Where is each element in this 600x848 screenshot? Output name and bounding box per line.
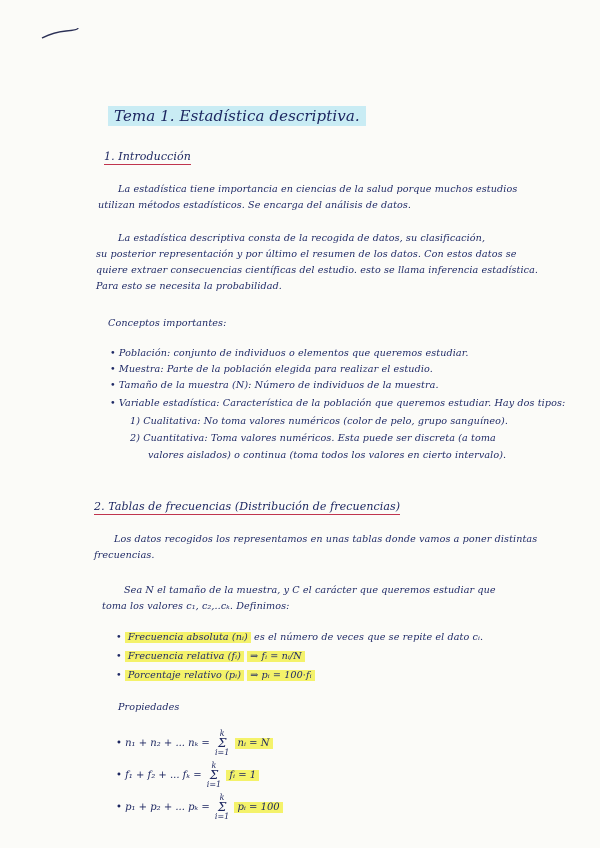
variable-type: 1) Cualitativa: No toma valores numéricos (color de pelo, grupo sanguíneo). — [130, 416, 509, 427]
definition-porcentaje: • Porcentaje relativo (pᵢ) ⇒ pᵢ = 100·fᵢ — [116, 670, 315, 681]
paragraph-line: toma los valores c₁, c₂,..cₖ. Definimos: — [102, 601, 290, 612]
paragraph-line: utilizan métodos estadísticos. Se encarga del análisis de datos. — [98, 200, 412, 211]
paragraph-line: La estadística descriptiva consta de la recogida de datos, su clasificación, — [118, 233, 486, 244]
definition-text: ⇒ pᵢ = 100·fᵢ — [247, 670, 314, 681]
concept-item: • Muestra: Parte de la población elegida para realizar el estudio. — [110, 364, 433, 375]
definition-label: Porcentaje relativo (pᵢ) — [125, 670, 244, 681]
pen-mark — [40, 26, 80, 40]
sigma-sum: k Σ i=1 — [215, 729, 230, 757]
property-formula: • p₁ + p₂ + ... pₖ = k Σ i=1 pᵢ = 100 — [116, 794, 283, 821]
properties-heading: Propiedades — [118, 702, 180, 713]
sigma-sum: k Σ i=1 — [206, 761, 222, 789]
concept-item: • Población: conjunto de individuos o elementos que queremos estudiar. — [110, 348, 469, 359]
paragraph-line: Sea N el tamaño de la muestra, y C el carácter que queremos estudiar que — [124, 585, 496, 596]
paragraph-line: su posterior representación y por último el resumen de los datos. Con estos datos se — [96, 249, 517, 260]
definition-relativa: • Frecuencia relativa (fᵢ) ⇒ fᵢ = nᵢ/N — [116, 651, 305, 662]
paragraph-line: quiere extraer consecuencias científicas del estudio. esto se llama inferencia estadística. — [96, 265, 539, 276]
concept-item: • Tamaño de la muestra (N): Número de individuos de la muestra. — [110, 380, 439, 391]
concept-item: • Variable estadística: Característica de la población que queremos estudiar. Hay dos tipos: — [110, 398, 566, 409]
variable-type: valores aislados) o continua (toma todos los valores en cierto intervalo). — [148, 450, 507, 461]
definition-text: es el número de veces que se repite el dato cᵢ. — [254, 632, 484, 643]
paragraph-line: frecuencias. — [94, 550, 155, 561]
section-heading-introduccion: 1. Introducción — [104, 150, 191, 163]
concepts-heading: Conceptos importantes: — [108, 318, 227, 329]
definition-text: ⇒ fᵢ = nᵢ/N — [247, 651, 305, 662]
paragraph-line: Para esto se necesita la probabilidad. — [96, 281, 282, 292]
page-title: Tema 1. Estadística descriptiva. — [108, 106, 366, 126]
definition-label: Frecuencia absoluta (nᵢ) — [125, 632, 251, 643]
variable-type: 2) Cuantitativa: Toma valores numéricos. Esta puede ser discreta (a toma — [130, 433, 496, 444]
paragraph-line: Los datos recogidos los representamos en unas tablas donde vamos a poner distintas — [114, 534, 538, 545]
sigma-sum: k Σ i=1 — [214, 793, 230, 821]
definition-label: Frecuencia relativa (fᵢ) — [125, 651, 244, 662]
paragraph-line: La estadística tiene importancia en ciencias de la salud porque muchos estudios — [118, 184, 518, 195]
definition-absoluta: • Frecuencia absoluta (nᵢ) es el número de veces que se repite el dato cᵢ. — [116, 632, 484, 643]
property-formula: • n₁ + n₂ + ... nₖ = k Σ i=1 nᵢ = N — [116, 730, 273, 757]
section-heading-tablas: 2. Tablas de frecuencias (Distribución de frecuencias) — [94, 500, 401, 513]
property-formula: • f₁ + f₂ + ... fₖ = k Σ i=1 fᵢ = 1 — [116, 762, 259, 789]
